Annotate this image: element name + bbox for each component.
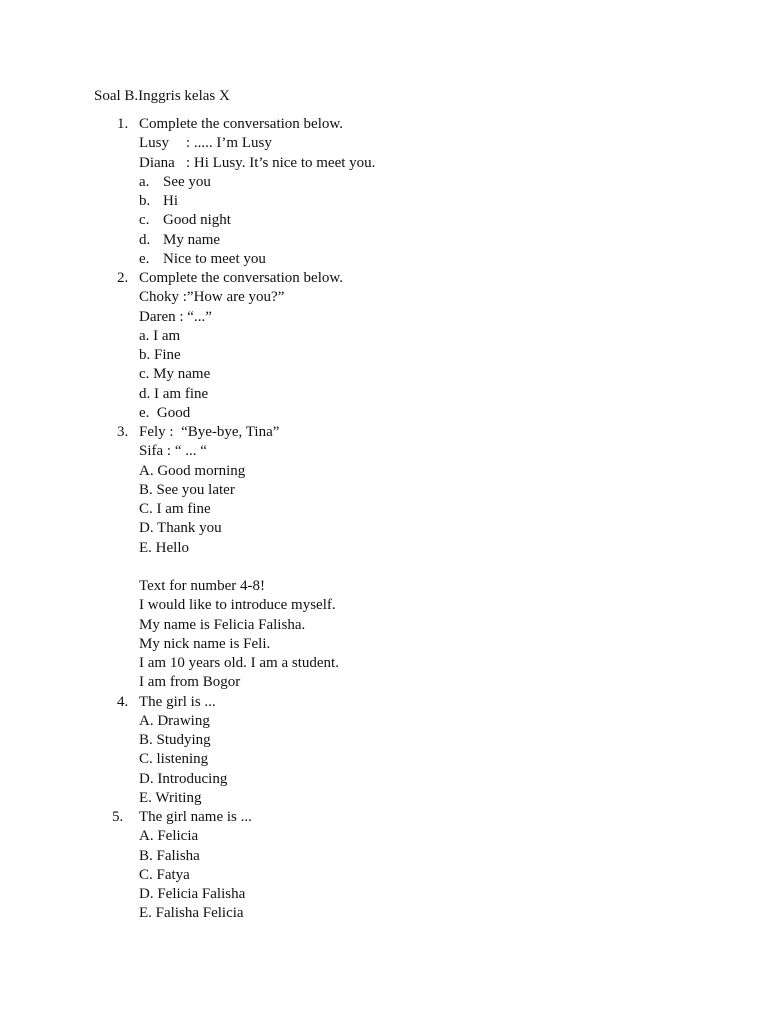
question-3-option-e: E. Hello (139, 540, 189, 556)
question-2-option-d: d. I am fine (139, 386, 209, 402)
page-title: Soal B.Inggris kelas X (94, 88, 230, 104)
question-1-option-a-text: See you (163, 174, 211, 190)
question-1-number: 1. (117, 116, 129, 132)
question-1-option-a-letter: a. (139, 174, 150, 190)
question-5-prompt: The girl name is ... (139, 809, 252, 825)
question-4-number: 4. (117, 694, 129, 710)
question-4-option-b: B. Studying (139, 732, 211, 748)
question-4-option-c: C. listening (139, 751, 209, 767)
question-1-option-e-text: Nice to meet you (163, 251, 266, 267)
question-3-option-b: B. See you later (139, 482, 235, 498)
question-2-prompt: Complete the conversation below. (139, 270, 343, 286)
question-2-dialog-1: Choky :”How are you?” (139, 289, 285, 305)
reading-line-1: I would like to introduce myself. (139, 597, 336, 613)
question-2-option-c: c. My name (139, 366, 211, 382)
reading-heading: Text for number 4-8! (139, 578, 265, 594)
question-1-option-d-text: My name (163, 232, 221, 248)
question-1-speaker-1: Lusy (139, 135, 169, 151)
question-1-line-2: : Hi Lusy. It’s nice to meet you. (186, 155, 376, 171)
reading-line-4: I am 10 years old. I am a student. (139, 655, 339, 671)
question-3-option-c: C. I am fine (139, 501, 211, 517)
question-4-option-e: E. Writing (139, 790, 202, 806)
question-3-option-a: A. Good morning (139, 463, 246, 479)
question-3-dialog-2: Sifa : “ ... “ (139, 443, 207, 459)
reading-line-5: I am from Bogor (139, 674, 241, 690)
question-3-number: 3. (117, 424, 129, 440)
question-2-number: 2. (117, 270, 129, 286)
question-4-option-d: D. Introducing (139, 771, 228, 787)
reading-line-3: My nick name is Feli. (139, 636, 271, 652)
question-1-option-c-letter: c. (139, 212, 150, 228)
question-4-prompt: The girl is ... (139, 694, 216, 710)
question-2-option-e: e. Good (139, 405, 191, 421)
question-5-option-d: D. Felicia Falisha (139, 886, 246, 902)
question-1-line-1: : ..... I’m Lusy (186, 135, 272, 151)
question-1-option-b-text: Hi (163, 193, 178, 209)
reading-line-2: My name is Felicia Falisha. (139, 617, 306, 633)
question-5-option-c: C. Fatya (139, 867, 190, 883)
question-1-prompt: Complete the conversation below. (139, 116, 343, 132)
question-1-option-d-letter: d. (139, 232, 151, 248)
question-1-speaker-2: Diana (139, 155, 175, 171)
question-3-dialog-1: Fely : “Bye-bye, Tina” (139, 424, 280, 440)
question-3-option-d: D. Thank you (139, 520, 222, 536)
question-2-dialog-2: Daren : “...” (139, 309, 212, 325)
question-1-option-e-letter: e. (139, 251, 150, 267)
question-5-option-a: A. Felicia (139, 828, 199, 844)
question-5-number: 5. (112, 809, 124, 825)
question-5-option-b: B. Falisha (139, 848, 200, 864)
question-2-option-b: b. Fine (139, 347, 181, 363)
question-1-option-c-text: Good night (163, 212, 231, 228)
question-2-option-a: a. I am (139, 328, 181, 344)
question-1-option-b-letter: b. (139, 193, 151, 209)
question-5-option-e: E. Falisha Felicia (139, 905, 244, 921)
question-4-option-a: A. Drawing (139, 713, 210, 729)
